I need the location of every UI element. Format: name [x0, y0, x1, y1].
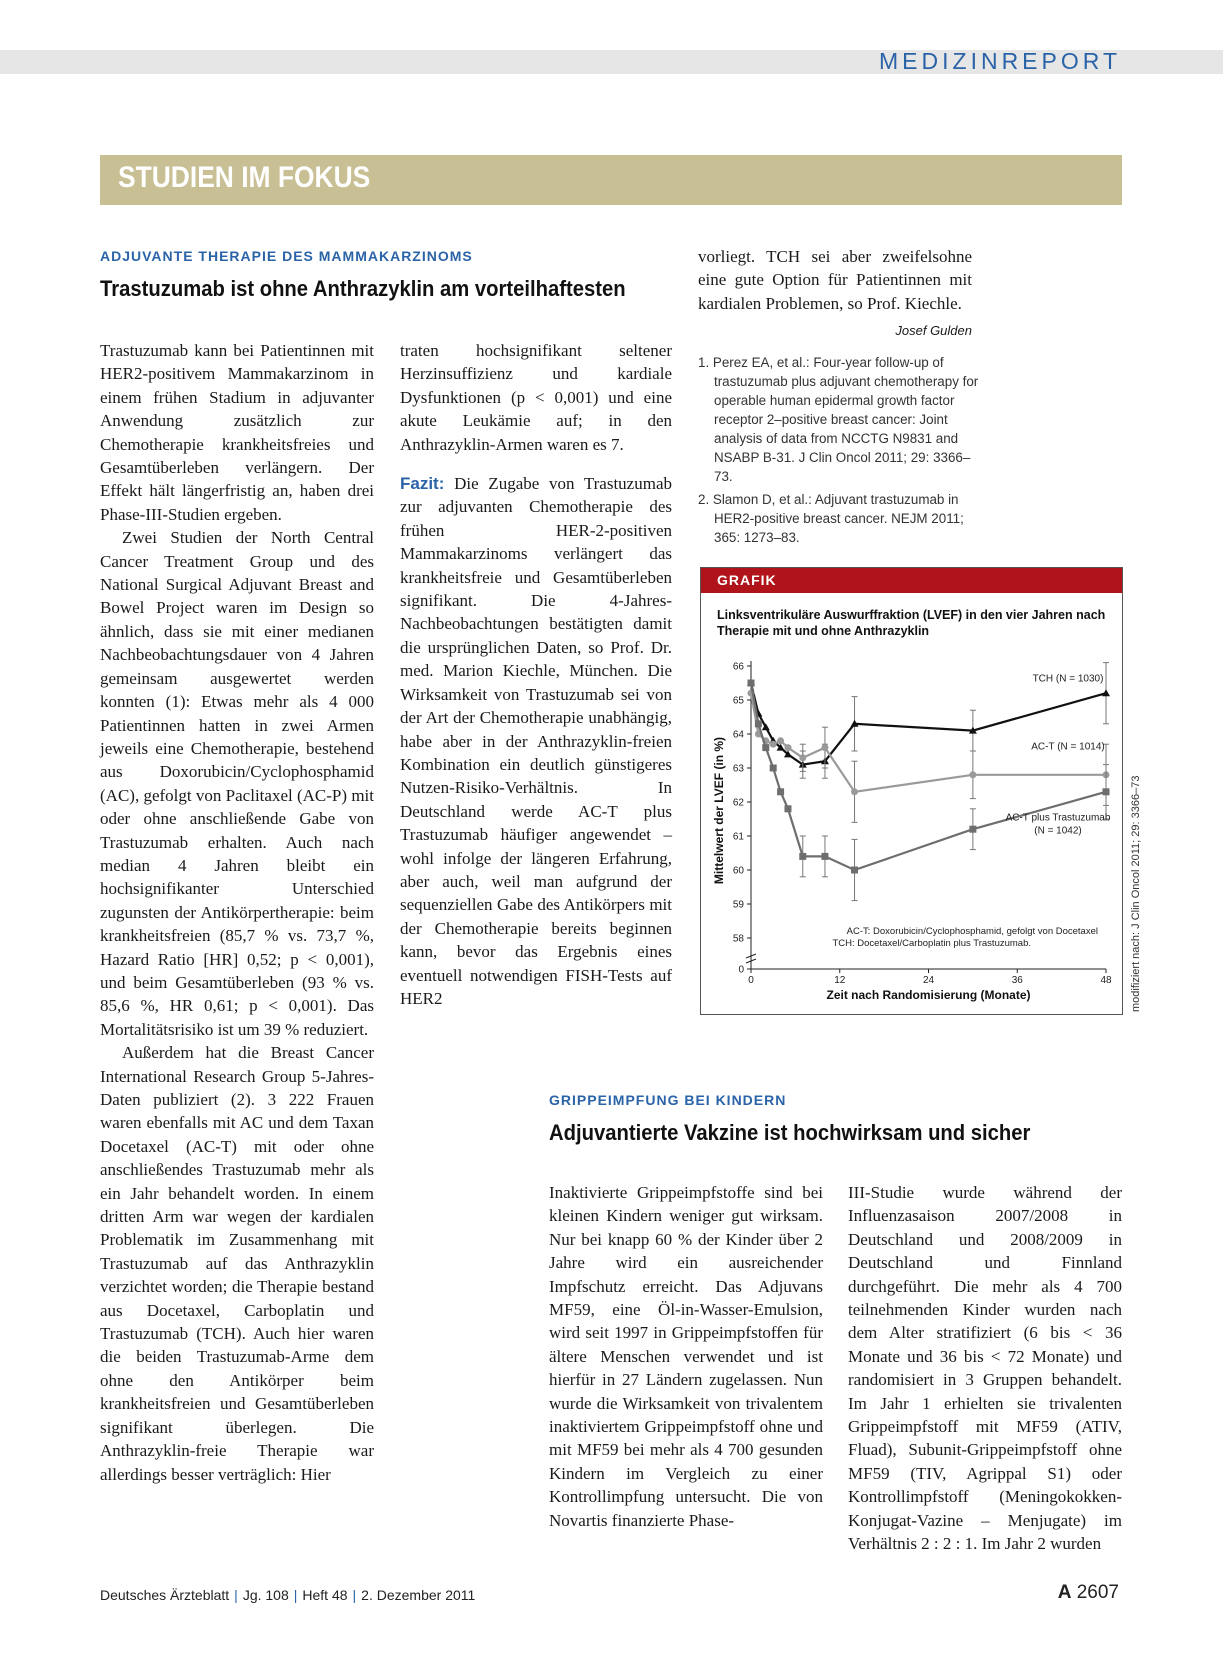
y-tick-label: 62: [732, 797, 744, 809]
y-tick-label: 65: [732, 695, 744, 707]
banner: [100, 155, 1122, 205]
footer-date: 2. Dezember 2011: [361, 1587, 476, 1603]
x-tick-label: 36: [1011, 975, 1023, 986]
x-tick-label: 48: [1100, 975, 1112, 986]
article2-paragraph: III-Studie wurde während der Influenzasaison 2007/2008 in Deutschland und 2008/2009 in Deutschland und Finnland durchgeführt. Die mehr als 4 700 teilnehmenden Kinder wurden nach dem Alter stratifiziert (6 bis < 36 Monate und 36 bis < 72 Monate) und randomisiert in 3 Gruppen behandelt. Im Jahr 1 erhielten sie trivalenten Grippeimpfstoff mit MF59 (ATIV, Fluad), Subunit-Grippeimpfstoff ohne MF59 (TIV, Agrippal S1) oder Kontrollimpfstoff (Meningokokken-Konjugat-Vazine – Menjugate) im Verhältnis 2 : 2 : 1. Im Jahr 2 wurden: [848, 1183, 1122, 1554]
page-value: 2607: [1076, 1582, 1119, 1603]
series-label: AC-T (N = 1014): [1031, 741, 1105, 753]
chart-title: Linksventrikuläre Auswurffraktion (LVEF) in den vier Jahren nach Therapie mit und ohne Anthrazyklin: [717, 608, 1106, 638]
y-axis-label: Mittelwert der LVEF (in %): [712, 736, 726, 885]
data-point: [1102, 689, 1110, 696]
article1-paragraph: Zwei Studien der North Central Cancer Treatment Group und des National Surgical Adjuvant Breast and Bowel Project waren im Design so ähnlich, dass sie mit einer medianen Nachbeobachtungsdauer von 4 Jahren gemeinsam ausgewertet werden konnten (1): Etwas mehr als 4 000 Patientinnen hatten in zwei Armen jeweils eine Chemotherapie, bestehend aus Doxorubicin/Cyclophosphamid (AC), gefolgt von Paclitaxel (AC-P) mit oder ohne anschließende Gabe von Trastuzumab erhalten. Auch nach median 4 Jahren bleibt ein hochsignifikanter Unterschied zugunsten der Antikörpertherapie: beim krankheitsfreien (85,7 % vs. 73,7 %, Hazard Ratio [HR] 0,52; p < 0,001), und beim Gesamtüberleben (93 % vs. 85,6 %, HR 0,61; p < 0,001). Das Mortalitätsrisiko ist um 39 % reduziert.: [100, 528, 374, 1039]
chart-label: GRAFIK: [717, 572, 777, 588]
footer-journal: Deutsches Ärzteblatt: [100, 1587, 230, 1603]
series-line: [751, 683, 1106, 765]
x-axis-label: Zeit nach Randomisierung (Monate): [826, 988, 1031, 1002]
series-label: TCH (N = 1030): [1032, 673, 1104, 685]
chart-note: AC-T: Doxorubicin/Cyclophosphamid, gefolgt von Docetaxel: [846, 926, 1098, 937]
data-point: [770, 741, 777, 748]
footer-issue: Heft 48: [302, 1587, 348, 1603]
fazit-label: Fazit:: [400, 474, 445, 494]
article2-headline: Adjuvantierte Vakzine ist hochwirksam und sicher: [549, 1120, 1031, 1145]
references: [698, 353, 982, 551]
series-line: [751, 683, 1106, 870]
data-point: [799, 853, 806, 860]
chart-note: TCH: Docetaxel/Carboplatin plus Trastuzumab.: [832, 938, 1031, 949]
y-tick-label: 59: [732, 899, 744, 911]
y-tick-label: 58: [732, 933, 744, 945]
y-tick-label: 61: [732, 831, 744, 843]
fazit-text: Die Zugabe von Trastuzumab zur adjuvanten Chemotherapie des frühen HER-2-positiven Mammakarzinoms verlängert das krankheitsfreie und Gesamtüberleben signifikant. Die 4-Jahres-Nachbeobachtungen bestätigten damit die ursprünglichen Daten, so Prof. Dr. med. Marion Kiechle, München. Die Wirksamkeit von Trastuzumab sei von der Art der Chemotherapie unabhängig, habe aber in der Anthrazyklin-freien Kombination ein deutlich günstigeres Nutzen-Risiko-Verhältnis. In Deutschland werde AC-T plus Trastuzumab häufiger angewendet – wohl infolge der längeren Erfahrung, aber auch, weil man aufgrund der sequenziellen Gabe des Antikörpers mit der Chemotherapie bereits beginnen kann, bevor das Ergebnis eines eventuell notwendigen FISH-Tests auf HER2: [400, 474, 672, 1008]
data-point: [770, 765, 777, 772]
article1-paragraph: traten hochsignifikant seltener Herzinsuffizienz und kardiale Dysfunktionen (p < 0,001) und eine akute Leukämie auf; in den Anthrazyklin-Armen waren es 7.: [400, 341, 672, 454]
article2-column-1: [549, 1181, 823, 1532]
section-label: MEDIZINREPORT: [879, 48, 1121, 74]
footer-citation: Deutsches Ärzteblatt | Jg. 108 | Heft 48 | 2. Dezember 2011: [100, 1587, 476, 1603]
reference-item: 2. Slamon D, et al.: Adjuvant trastuzumab in HER2-positive breast cancer. NEJM 2011; 365: 1273–83.: [698, 492, 964, 545]
chart-box: [700, 567, 1123, 1015]
data-point: [755, 720, 762, 727]
article1-column-1: [100, 339, 374, 1486]
data-point: [969, 826, 976, 833]
article1-column-3: [698, 245, 972, 343]
page-prefix: A: [1057, 1582, 1072, 1603]
y-tick-label: 63: [732, 763, 744, 775]
author: Josef Gulden: [895, 323, 972, 339]
reference-item: 1. Perez EA, et al.: Four-year follow-up of trastuzumab plus adjuvant chemotherapy for operable human epidermal growth factor receptor 2–positive breast cancer: Joint analysis of data from NCCTG N9831 and NSABP B-31. J Clin Oncol 2011; 29: 3366–73.: [698, 355, 979, 484]
y-tick-label: 60: [732, 865, 744, 877]
data-point: [1103, 788, 1110, 795]
x-tick-label: 24: [922, 975, 935, 986]
data-point: [777, 788, 784, 795]
data-point: [851, 788, 858, 795]
data-point: [799, 754, 806, 761]
y-tick-label: 66: [732, 661, 744, 673]
article1-paragraph: vorliegt. TCH sei aber zweifelsohne eine gute Option für Patientinnen mit kardialen Problemen, so Prof. Kiechle.: [698, 247, 972, 313]
x-tick-label: 12: [834, 975, 846, 986]
data-point: [784, 744, 791, 751]
data-point: [821, 853, 828, 860]
article1-kicker: ADJUVANTE THERAPIE DES MAMMAKARZINOMS: [100, 248, 473, 264]
data-point: [748, 680, 755, 687]
data-point: [777, 737, 784, 744]
data-point: [969, 771, 976, 778]
footer-volume: Jg. 108: [242, 1587, 289, 1603]
lvef-chart: [701, 568, 1122, 1014]
y-tick-label: 64: [732, 729, 744, 741]
series-label: AC-T plus Trastuzumab: [1005, 812, 1111, 824]
y-tick-label: 0: [738, 964, 744, 976]
banner-title: STUDIEN IM FOKUS: [118, 161, 371, 194]
page-number: [1058, 1582, 1119, 1604]
article2-column-2: [848, 1181, 1122, 1556]
data-point: [784, 805, 791, 812]
chart-source: modifiziert nach: J Clin Oncol 2011; 29: 3366–73: [1130, 775, 1142, 1012]
article1-fazit: [400, 472, 672, 1010]
data-point: [762, 744, 769, 751]
article1-paragraph: Außerdem hat die Breast Cancer International Research Group 5-Jahres-Daten publiziert (2). 3 222 Frauen waren ebenfalls mit AC und dem Taxan Docetaxel (AC-T) mit oder ohne anschließendes Trastuzumab mehr als ein Jahr behandelt worden. In einem dritten Arm war wegen der kardialen Problematik im Zusammenhang mit Trastuzumab auf das Anthrazyklin verzichtet worden; die Therapie bestand aus Docetaxel, Carboplatin und Trastuzumab (TCH). Auch hier waren die beiden Trastuzumab-Arme dem ohne den Antikörper beim krankheitsfreien und Gesamtüberleben signifikant überlegen. Die Anthrazyklin-freie Therapie war allerdings besser verträglich: Hier: [100, 1043, 374, 1484]
article1-column-2: [400, 339, 672, 1010]
series-label: (N = 1042): [1034, 825, 1082, 837]
article2-paragraph: Inaktivierte Grippeimpfstoffe sind bei kleinen Kindern weniger gut wirksam. Nur bei knapp 60 % der Kinder über 2 Jahre wird ein ausreichender Impfschutz erreicht. Das Adjuvans MF59, eine Öl-in-Wasser-Emulsion, wird seit 1997 in Grippeimpfstoffen für ältere Menschen verwendet und ist hierfür in 27 Ländern zugelassen. Nun wurde die Wirksamkeit von trivalentem inaktiviertem Grippeimpfstoff ohne und mit MF59 bei mehr als 4 700 gesunden Kindern im Vergleich zu einer Kontrollimpfung untersucht. Die von Novartis finanzierte Phase-: [549, 1183, 823, 1530]
x-tick-label: 0: [748, 975, 754, 986]
article2-kicker: GRIPPEIMPFUNG BEI KINDERN: [549, 1092, 787, 1108]
article1-headline: Trastuzumab ist ohne Anthrazyklin am vorteilhaftesten: [100, 276, 626, 301]
article1-paragraph: Trastuzumab kann bei Patientinnen mit HER2-positivem Mammakarzinom in einem frühen Stadium in adjuvanter Anwendung zusätzlich zur Chemotherapie krankheitsfreies und Gesamtüberleben verlängern. Der Effekt hält längerfristig an, haben drei Phase-III-Studien ergeben.: [100, 341, 374, 524]
data-point: [821, 744, 828, 751]
data-point: [851, 867, 858, 874]
